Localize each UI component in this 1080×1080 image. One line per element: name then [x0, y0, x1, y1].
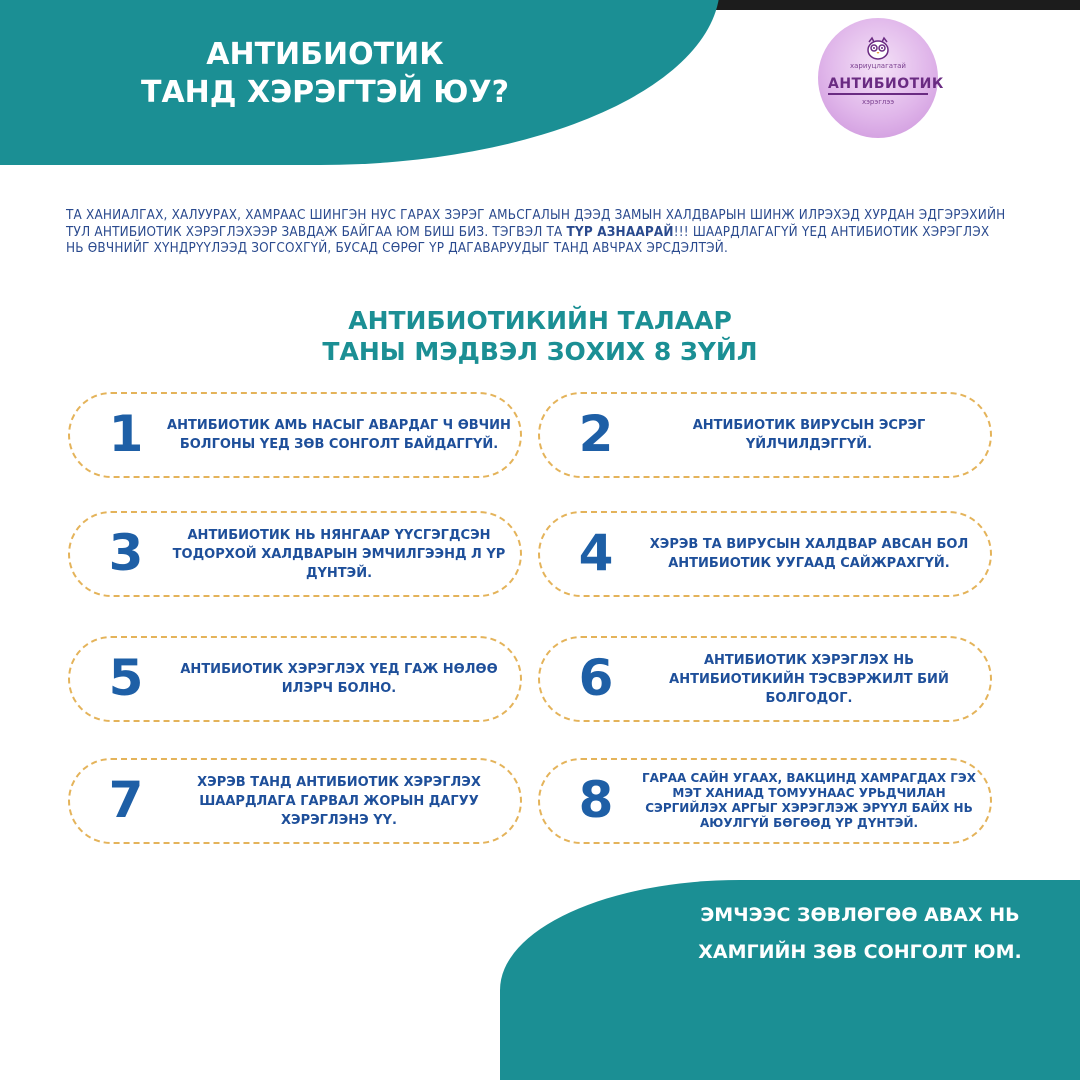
fact-card-1 — [68, 392, 522, 478]
section-title — [240, 305, 840, 367]
fact-text: АНТИБИОТИК НЬ НЯНГААР ҮҮСГЭГДСЭН ТОДОРХОЙ ХАЛДВАРЫН ЭМЧИЛГЭЭНД Л ҮР ДҮНТЭЙ. — [172, 527, 506, 581]
fact-card-4 — [538, 511, 992, 597]
fact-card-8 — [538, 758, 992, 844]
intro-paragraph — [66, 208, 1006, 258]
fact-text: ХЭРЭВ ТА ВИРУСЫН ХАЛДВАР АВСАН БОЛ АНТИБИОТИК УУГААД САЙЖРАХГҮЙ. — [649, 537, 969, 571]
logo-wordmark: АНТИБИОТИК — [828, 76, 928, 95]
fact-number: 8 — [578, 771, 614, 829]
intro-text-part2: !!! ШААРДЛАГАГҮЙ ҮЕД АНТИБИОТИК ХЭРЭГЛЭХ НЬ ӨВЧНИЙГ ХҮНДРҮҮЛЭЭД ЗОГСОХГҮЙ, БУСАД СӨРӨГ ҮР ДАГАВАРУУДЫГ ТАНД АВЧРАХ ЭРСДЭЛТЭЙ. — [66, 224, 990, 256]
fact-number: 1 — [108, 405, 144, 463]
intro-text-part1: ТА ХАНИАЛГАХ, ХАЛУУРАХ, ХАМРААС ШИНГЭН НУС ГАРАХ ЗЭРЭГ АМЬСГАЛЫН ДЭЭД ЗАМЫН ХАЛДВАРЫН ШИНЖ ИЛРЭХЭД ХУРДАН ЭДГЭРЭХИЙН ТУЛ АНТИБИОТИК ХЭРЭГЛЭХЭЭР ЗАВДАЖ БАЙГАА ЮМ БИШ БИЗ. ТЭГВЭЛ ТА — [66, 208, 1006, 240]
fact-text: АНТИБИОТИК АМЬ НАСЫГ АВАРДАГ Ч ӨВЧИН БОЛГОНЫ ҮЕД ЗӨВ СОНГОЛТ БАЙДАГГҮЙ. — [167, 418, 511, 452]
logo-subtitle-bottom: хэрэглээ — [861, 98, 895, 106]
fact-card-7 — [68, 758, 522, 844]
page-title-line2: ТАНД ХЭРЭГТЭЙ ЮУ? — [141, 75, 509, 110]
fact-number: 5 — [108, 649, 144, 707]
fact-card-6 — [538, 636, 992, 722]
fact-number: 3 — [108, 524, 144, 582]
logo-subtitle-top: хариуцлагатай — [850, 62, 906, 70]
owl-icon — [864, 36, 892, 60]
fact-text: ГАРАА САЙН УГААХ, ВАКЦИНД ХАМРАГДАХ ГЭХ МЭТ ХАНИАД ТОМУУНААС УРЬДЧИЛАН СЭРГИЙЛЭХ АРГЫГ ХЭРЭГЛЭЖ ЭРҮҮЛ БАЙХ НЬ АЮУЛГҮЙ БӨГӨӨД ҮР ДҮНТЭЙ. — [642, 771, 976, 830]
section-title-line2: ТАНЫ МЭДВЭЛ ЗОХИХ 8 ЗҮЙЛ — [322, 337, 758, 366]
page-title-line1: АНТИБИОТИК — [206, 37, 444, 72]
fact-text: АНТИБИОТИК ХЭРЭГЛЭХ ҮЕД ГАЖ НӨЛӨӨ ИЛЭРЧ БОЛНО. — [180, 662, 498, 696]
fact-number: 7 — [108, 771, 144, 829]
section-title-line1: АНТИБИОТИКИЙН ТАЛААР — [348, 306, 732, 335]
fact-number: 6 — [578, 649, 614, 707]
fact-card-2 — [538, 392, 992, 478]
page-title — [110, 36, 540, 112]
fact-text: ХЭРЭВ ТАНД АНТИБИОТИК ХЭРЭГЛЭХ ШААРДЛАГА ГАРВАЛ ЖОРЫН ДАГУУ ХЭРЭГЛЭНЭ ҮҮ. — [197, 774, 481, 828]
footer-line2: ХАМГИЙН ЗӨВ СОНГОЛТ ЮМ. — [698, 941, 1022, 963]
intro-emphasis: ТҮР АЗНААРАЙ — [566, 224, 674, 240]
logo — [818, 18, 944, 138]
fact-card-5 — [68, 636, 522, 722]
fact-card-3 — [68, 511, 522, 597]
fact-text: АНТИБИОТИК ХЭРЭГЛЭХ НЬ АНТИБИОТИКИЙН ТЭСВЭРЖИЛТ БИЙ БОЛГОДОГ. — [669, 652, 949, 706]
footer-message — [660, 897, 1060, 971]
fact-number: 4 — [578, 524, 614, 582]
fact-number: 2 — [578, 405, 614, 463]
footer-line1: ЭМЧЭЭС ЗӨВЛӨГӨӨ АВАХ НЬ — [700, 904, 1020, 926]
fact-text: АНТИБИОТИК ВИРУСЫН ЭСРЭГ ҮЙЛЧИЛДЭГГҮЙ. — [692, 418, 926, 452]
